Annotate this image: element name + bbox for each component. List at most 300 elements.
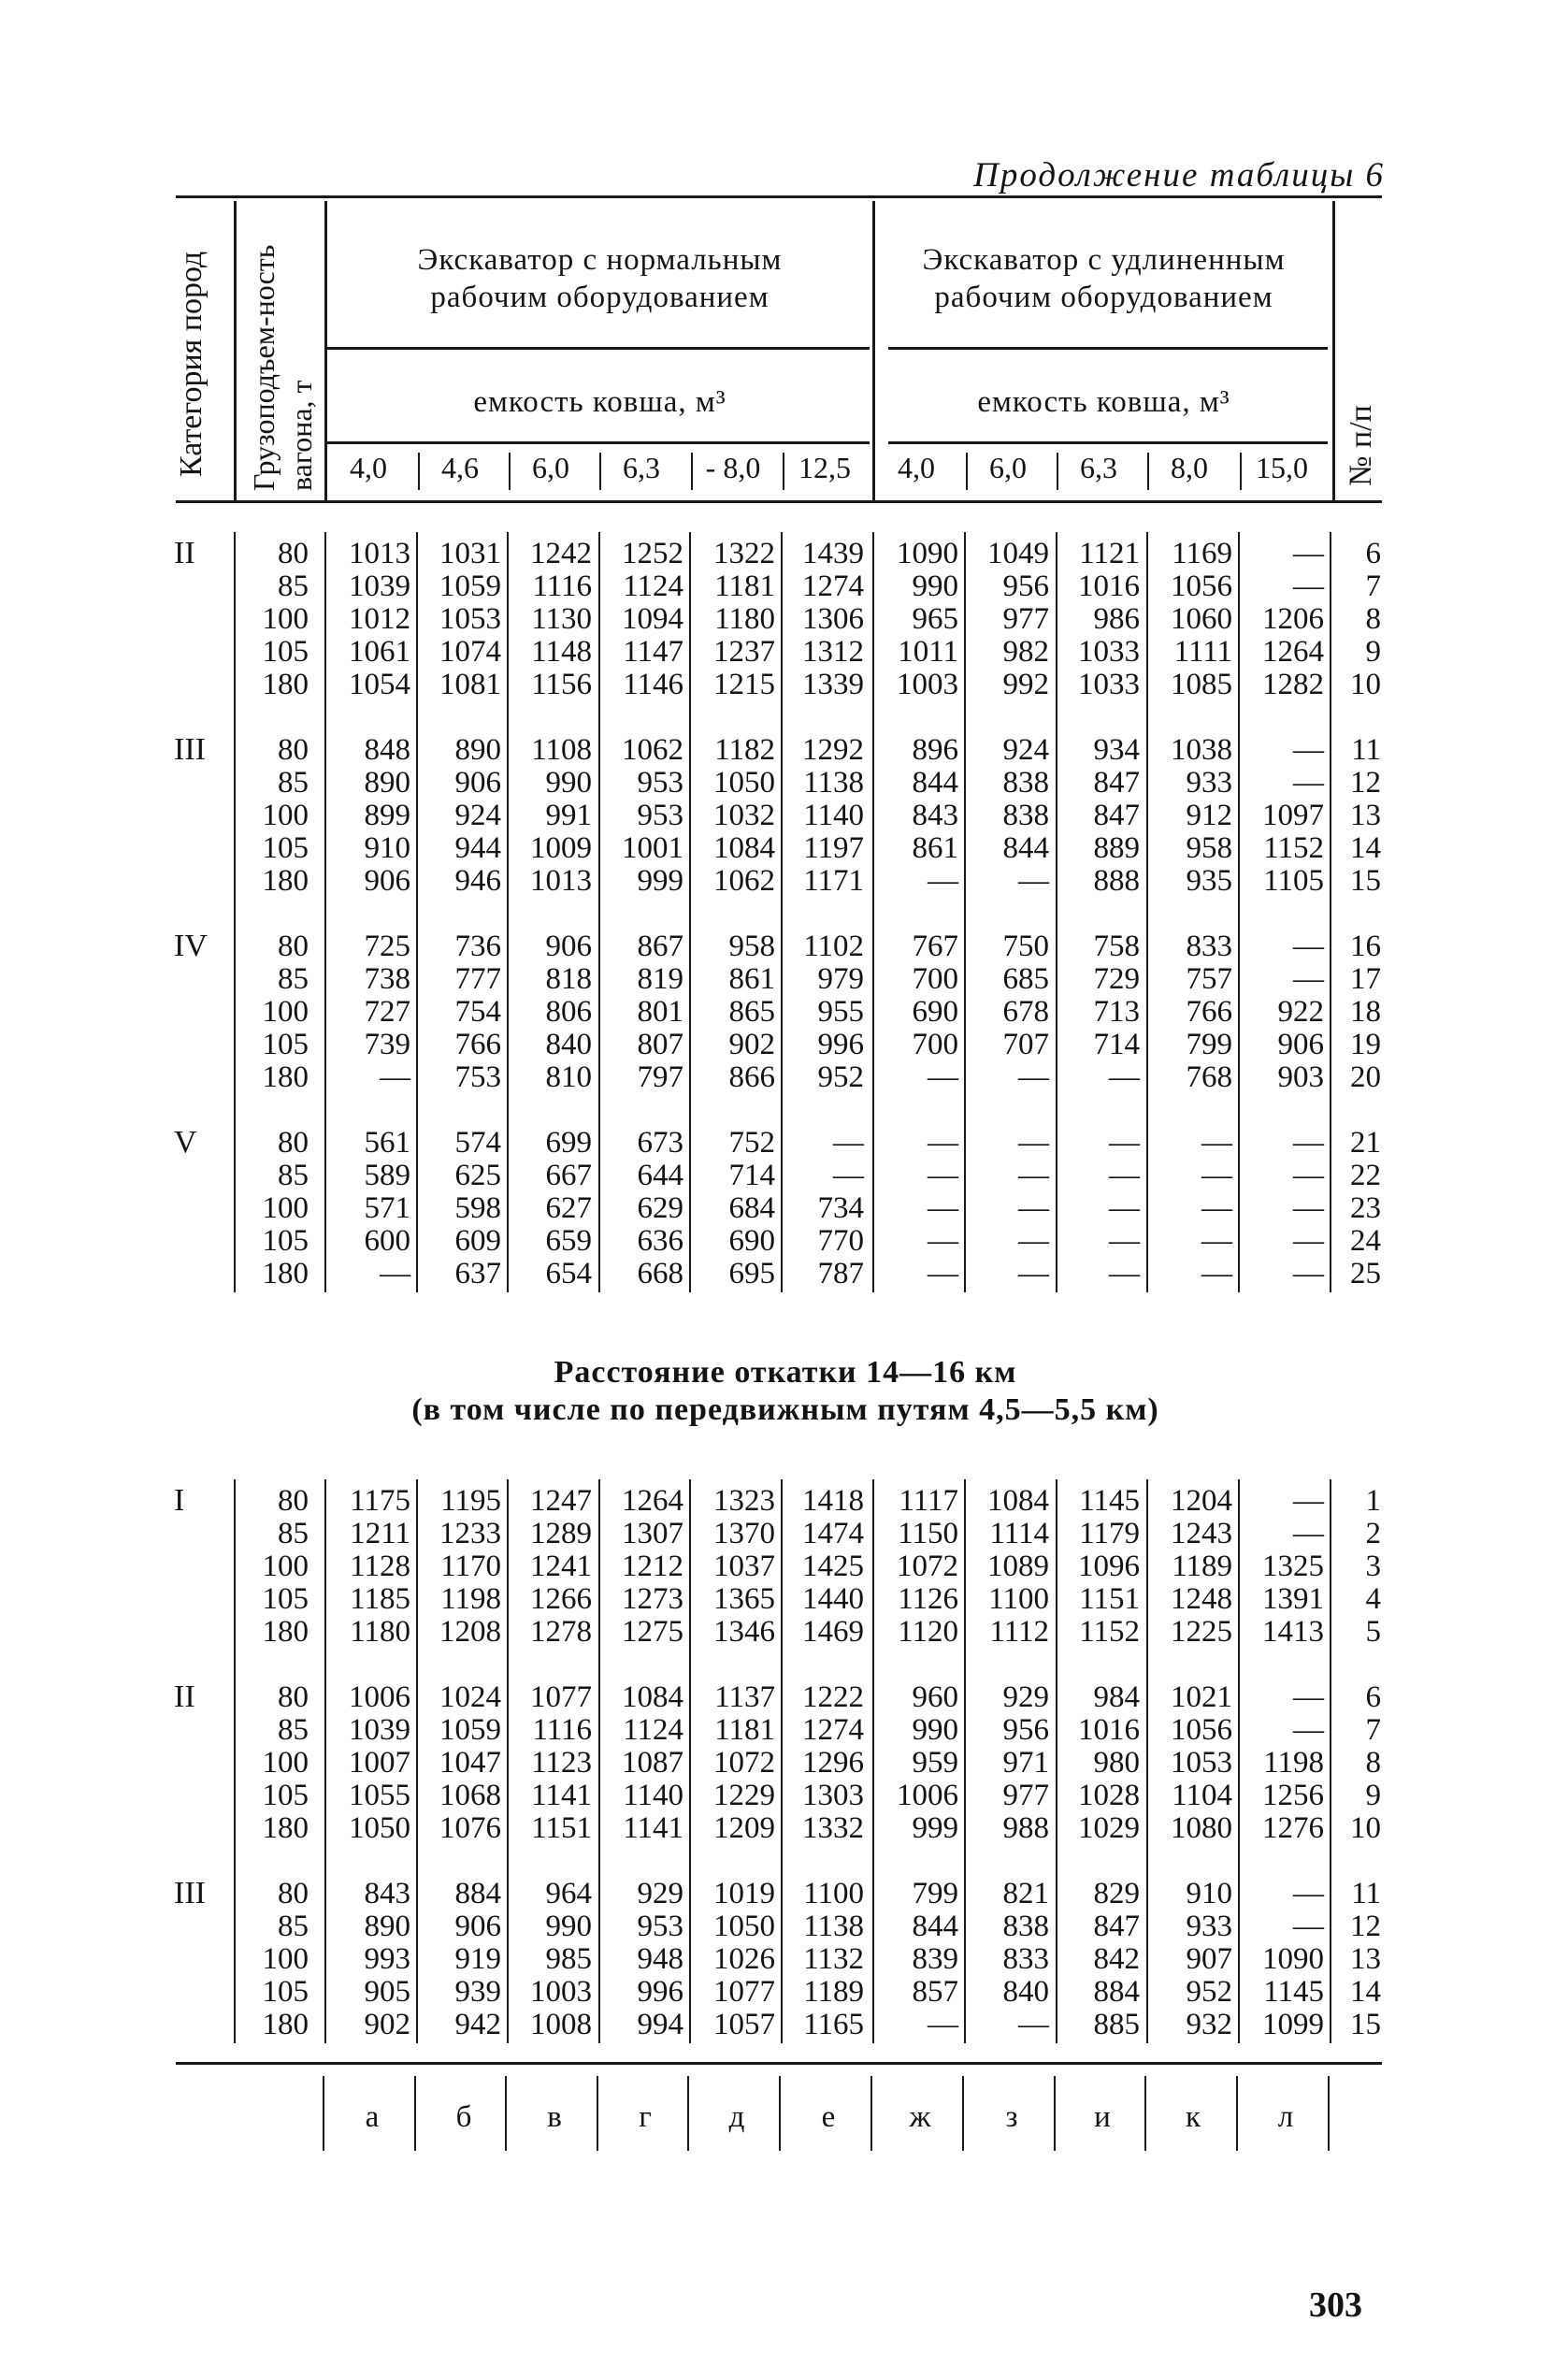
row-number-cell: 1 bbox=[1365, 1484, 1381, 1518]
value-cell: 1028 bbox=[1078, 1779, 1140, 1812]
bucket-label-extended: емкость ковша, м³ bbox=[977, 385, 1230, 419]
wagon-capacity-cell: 180 bbox=[262, 1811, 309, 1845]
value-cell: 959 bbox=[912, 1746, 958, 1780]
value-cell: 1032 bbox=[713, 799, 775, 832]
table-row bbox=[0, 1518, 1568, 1550]
value-cell: 844 bbox=[912, 766, 958, 800]
value-cell: 654 bbox=[545, 1257, 592, 1290]
value-cell: — bbox=[1293, 1517, 1324, 1550]
value-cell: 1130 bbox=[531, 602, 592, 636]
value-cell: 1084 bbox=[987, 1484, 1049, 1518]
value-cell: 713 bbox=[1093, 995, 1140, 1029]
value-cell: 1185 bbox=[350, 1582, 410, 1616]
row-number-cell: 24 bbox=[1350, 1224, 1381, 1258]
row-number-cell: 11 bbox=[1351, 1877, 1381, 1910]
value-cell: 1105 bbox=[1263, 864, 1324, 898]
wagon-capacity-cell: 80 bbox=[278, 537, 309, 570]
wagon-capacity-cell: 85 bbox=[278, 962, 309, 996]
value-cell: 1165 bbox=[803, 2008, 864, 2041]
value-cell: 1102 bbox=[803, 930, 864, 963]
value-cell: 1068 bbox=[439, 1779, 501, 1812]
value-cell: 994 bbox=[637, 2008, 683, 2041]
value-cell: 1282 bbox=[1262, 668, 1324, 701]
page-number: 303 bbox=[1309, 2285, 1362, 2325]
value-cell: 1117 bbox=[899, 1484, 958, 1518]
value-cell: 1306 bbox=[802, 602, 864, 636]
table-continuation-caption: Продолжение таблицы 6 bbox=[973, 156, 1385, 195]
value-cell: 1059 bbox=[439, 1713, 501, 1747]
table-row bbox=[0, 1485, 1568, 1518]
value-cell: 1072 bbox=[713, 1746, 775, 1780]
value-cell: 1111 bbox=[1173, 635, 1232, 669]
value-cell: 980 bbox=[1093, 1746, 1140, 1780]
value-cell: 734 bbox=[817, 1191, 864, 1225]
value-cell: 1170 bbox=[440, 1550, 501, 1583]
value-cell: 668 bbox=[637, 1257, 683, 1290]
value-cell: 888 bbox=[1093, 864, 1140, 898]
value-cell: 988 bbox=[1002, 1811, 1049, 1845]
row-number-cell: 4 bbox=[1365, 1582, 1381, 1616]
row-number-cell: 6 bbox=[1365, 1680, 1381, 1714]
value-cell: 986 bbox=[1093, 602, 1140, 636]
value-cell: 1151 bbox=[531, 1811, 592, 1845]
value-cell: — bbox=[1293, 1159, 1324, 1192]
group-title-normal-line1: Экскаватор с нормальным bbox=[417, 243, 783, 277]
value-cell: 960 bbox=[912, 1680, 958, 1714]
value-cell: 924 bbox=[1002, 733, 1049, 767]
value-cell: 1138 bbox=[803, 766, 864, 800]
row-number-cell: 8 bbox=[1365, 602, 1381, 636]
value-cell: 1003 bbox=[530, 1975, 592, 2009]
value-cell: — bbox=[1293, 1484, 1324, 1518]
column-letter: ж bbox=[909, 2100, 931, 2134]
value-cell: 1141 bbox=[623, 1811, 683, 1845]
value-cell: 958 bbox=[1186, 831, 1232, 865]
value-cell: 1124 bbox=[623, 569, 683, 603]
value-cell: 1003 bbox=[897, 668, 958, 701]
value-cell: 818 bbox=[545, 962, 592, 996]
wagon-capacity-cell: 80 bbox=[278, 733, 309, 767]
table-row bbox=[0, 1029, 1568, 1061]
value-cell: 1252 bbox=[622, 537, 683, 570]
header-number-label: № п/п bbox=[1344, 405, 1378, 486]
value-cell: 644 bbox=[637, 1159, 683, 1192]
value-cell: — bbox=[1201, 1257, 1232, 1290]
value-cell: 821 bbox=[1002, 1877, 1049, 1910]
table-row bbox=[0, 996, 1568, 1029]
value-cell: 884 bbox=[1093, 1975, 1140, 2009]
value-cell: 1084 bbox=[622, 1680, 683, 1714]
row-number-cell: 13 bbox=[1350, 799, 1381, 832]
value-cell: 1094 bbox=[622, 602, 683, 636]
value-cell: — bbox=[380, 1257, 410, 1290]
value-cell: 996 bbox=[637, 1975, 683, 2009]
wagon-capacity-cell: 80 bbox=[278, 1126, 309, 1160]
value-cell: — bbox=[1109, 1257, 1140, 1290]
value-cell: 806 bbox=[545, 995, 592, 1029]
value-cell: 1077 bbox=[530, 1680, 592, 1714]
value-cell: 952 bbox=[817, 1060, 864, 1094]
value-cell: 1060 bbox=[1171, 602, 1232, 636]
row-number-cell: 9 bbox=[1365, 635, 1381, 669]
value-cell: 924 bbox=[454, 799, 501, 832]
value-cell: 890 bbox=[364, 1910, 410, 1943]
value-cell: 1312 bbox=[802, 635, 864, 669]
table-row bbox=[0, 603, 1568, 636]
letter-divider bbox=[323, 2076, 324, 2151]
value-cell: 1124 bbox=[623, 1713, 683, 1747]
value-cell: 1084 bbox=[713, 831, 775, 865]
rock-category-label: V bbox=[174, 1125, 197, 1160]
value-cell: 1090 bbox=[1262, 1942, 1324, 1976]
value-cell: 885 bbox=[1093, 2008, 1140, 2041]
value-cell: 1049 bbox=[987, 537, 1049, 570]
bucket-capacity-label: 4,6 bbox=[441, 451, 479, 484]
value-cell: 953 bbox=[637, 766, 683, 800]
value-cell: 1076 bbox=[439, 1811, 501, 1845]
value-cell: 1037 bbox=[713, 1550, 775, 1583]
value-cell: 1425 bbox=[802, 1550, 864, 1583]
group-title-extended-line2: рабочим оборудованием bbox=[934, 281, 1273, 314]
table-row bbox=[0, 570, 1568, 603]
wagon-capacity-cell: 80 bbox=[278, 1680, 309, 1714]
value-cell: 1307 bbox=[622, 1517, 683, 1550]
wagon-capacity-cell: 85 bbox=[278, 1517, 309, 1550]
table-row bbox=[0, 1160, 1568, 1192]
rock-category-label: II bbox=[174, 1679, 195, 1714]
value-cell: 939 bbox=[454, 1975, 501, 2009]
value-cell: 1206 bbox=[1262, 602, 1324, 636]
value-cell: 1148 bbox=[531, 635, 592, 669]
value-cell: — bbox=[1109, 1159, 1140, 1192]
value-cell: 1141 bbox=[531, 1779, 592, 1812]
value-cell: 1204 bbox=[1171, 1484, 1232, 1518]
wagon-capacity-cell: 80 bbox=[278, 930, 309, 963]
bucket-capacity-label: 8,0 bbox=[1171, 451, 1208, 484]
table-row bbox=[0, 734, 1568, 767]
row-number-cell: 15 bbox=[1350, 2008, 1381, 2041]
value-cell: — bbox=[1109, 1191, 1140, 1225]
value-cell: 714 bbox=[1093, 1028, 1140, 1061]
value-cell: 1208 bbox=[439, 1615, 501, 1649]
value-cell: 1100 bbox=[988, 1582, 1049, 1616]
value-cell: 1152 bbox=[1079, 1615, 1140, 1649]
value-cell: 1061 bbox=[349, 635, 410, 669]
value-cell: 890 bbox=[454, 733, 501, 767]
value-cell: 598 bbox=[454, 1191, 501, 1225]
column-letter: л bbox=[1277, 2100, 1294, 2134]
row-number-cell: 12 bbox=[1350, 1910, 1381, 1943]
letter-divider bbox=[687, 2076, 689, 2151]
value-cell: 819 bbox=[637, 962, 683, 996]
value-cell: 1195 bbox=[440, 1484, 501, 1518]
value-cell: — bbox=[1201, 1159, 1232, 1192]
row-number-cell: 21 bbox=[1350, 1126, 1381, 1160]
value-cell: — bbox=[1201, 1224, 1232, 1258]
value-cell: 1016 bbox=[1078, 1713, 1140, 1747]
letter-divider bbox=[779, 2076, 781, 2151]
header-capacity-rule-right bbox=[888, 441, 1328, 444]
value-cell: 678 bbox=[1002, 995, 1049, 1029]
value-cell: 1089 bbox=[987, 1550, 1049, 1583]
value-cell: 1072 bbox=[897, 1550, 958, 1583]
row-number-cell: 7 bbox=[1365, 1713, 1381, 1747]
value-cell: 1096 bbox=[1078, 1550, 1140, 1583]
value-cell: 738 bbox=[364, 962, 410, 996]
value-cell: 866 bbox=[728, 1060, 775, 1094]
row-number-cell: 11 bbox=[1351, 733, 1381, 767]
value-cell: 1215 bbox=[713, 668, 775, 701]
value-cell: 1087 bbox=[622, 1746, 683, 1780]
column-letter: г bbox=[639, 2100, 652, 2134]
value-cell: 629 bbox=[637, 1191, 683, 1225]
value-cell: 700 bbox=[912, 1028, 958, 1061]
table-top-rule bbox=[176, 195, 1382, 198]
wagon-capacity-cell: 180 bbox=[262, 668, 309, 701]
value-cell: 673 bbox=[637, 1126, 683, 1160]
value-cell: 1062 bbox=[622, 733, 683, 767]
value-cell: 1140 bbox=[803, 799, 864, 832]
value-cell: 1008 bbox=[530, 2008, 592, 2041]
value-cell: 1229 bbox=[713, 1779, 775, 1812]
value-cell: 685 bbox=[1002, 962, 1049, 996]
value-cell: — bbox=[1018, 1159, 1049, 1192]
value-cell: 1181 bbox=[714, 569, 775, 603]
wagon-capacity-cell: 105 bbox=[262, 1582, 309, 1616]
table-row bbox=[0, 1258, 1568, 1290]
value-cell: 956 bbox=[1002, 1713, 1049, 1747]
value-cell: 946 bbox=[454, 864, 501, 898]
value-cell: — bbox=[1293, 766, 1324, 800]
value-cell: — bbox=[1018, 1126, 1049, 1160]
value-cell: 1137 bbox=[714, 1680, 775, 1714]
value-cell: 838 bbox=[1002, 766, 1049, 800]
value-cell: 1019 bbox=[713, 1877, 775, 1910]
value-cell: 867 bbox=[637, 930, 683, 963]
row-number-cell: 25 bbox=[1350, 1257, 1381, 1290]
header-capacity-rule-left bbox=[327, 441, 870, 444]
value-cell: 838 bbox=[1002, 799, 1049, 832]
value-cell: 861 bbox=[728, 962, 775, 996]
value-cell: 1266 bbox=[530, 1582, 592, 1616]
value-cell: 1116 bbox=[532, 1713, 592, 1747]
group-title-normal bbox=[327, 241, 872, 316]
value-cell: — bbox=[1293, 1713, 1324, 1747]
value-cell: 1440 bbox=[802, 1582, 864, 1616]
wagon-capacity-cell: 105 bbox=[262, 831, 309, 865]
letter-divider bbox=[1236, 2076, 1238, 2151]
table-row bbox=[0, 930, 1568, 963]
header-divider-number bbox=[1332, 201, 1335, 500]
header-group-rule-left bbox=[327, 347, 870, 350]
value-cell: 690 bbox=[912, 995, 958, 1029]
table-row bbox=[0, 1910, 1568, 1943]
value-cell: 1278 bbox=[530, 1615, 592, 1649]
row-number-cell: 19 bbox=[1350, 1028, 1381, 1061]
table-row bbox=[0, 832, 1568, 865]
row-number-cell: 15 bbox=[1350, 864, 1381, 898]
value-cell: 1152 bbox=[1263, 831, 1324, 865]
value-cell: 844 bbox=[1002, 831, 1049, 865]
value-cell: 1276 bbox=[1262, 1811, 1324, 1845]
value-cell: 1198 bbox=[1263, 1746, 1324, 1780]
value-cell: 1121 bbox=[1079, 537, 1140, 570]
value-cell: 699 bbox=[545, 1126, 592, 1160]
value-cell: 1339 bbox=[802, 668, 864, 701]
group-title-extended-line1: Экскаватор с удлиненным bbox=[922, 243, 1286, 277]
value-cell: 884 bbox=[454, 1877, 501, 1910]
value-cell: 1012 bbox=[349, 602, 410, 636]
table-row bbox=[0, 865, 1568, 898]
table-row bbox=[0, 1061, 1568, 1094]
table-row bbox=[0, 1714, 1568, 1747]
capacity-separator bbox=[599, 453, 601, 490]
value-cell: 857 bbox=[912, 1975, 958, 2009]
value-cell: 1001 bbox=[622, 831, 683, 865]
value-cell: 625 bbox=[454, 1159, 501, 1192]
wagon-capacity-cell: 180 bbox=[262, 1257, 309, 1290]
value-cell: 1097 bbox=[1262, 799, 1324, 832]
value-cell: 840 bbox=[1002, 1975, 1049, 2009]
value-cell: 1211 bbox=[350, 1517, 410, 1550]
value-cell: 905 bbox=[364, 1975, 410, 2009]
wagon-capacity-cell: 80 bbox=[278, 1484, 309, 1518]
value-cell: 750 bbox=[1002, 930, 1049, 963]
column-letter: е bbox=[821, 2100, 836, 2134]
value-cell: 1264 bbox=[1262, 635, 1324, 669]
value-cell: — bbox=[928, 1224, 958, 1258]
value-cell: 729 bbox=[1093, 962, 1140, 996]
value-cell: 801 bbox=[637, 995, 683, 1029]
value-cell: 1047 bbox=[439, 1746, 501, 1780]
value-cell: 1332 bbox=[802, 1811, 864, 1845]
value-cell: 561 bbox=[364, 1126, 410, 1160]
wagon-capacity-cell: 100 bbox=[262, 1942, 309, 1976]
value-cell: 1031 bbox=[439, 537, 501, 570]
wagon-capacity-cell: 180 bbox=[262, 1060, 309, 1094]
value-cell: 1274 bbox=[802, 1713, 864, 1747]
column-letter: к bbox=[1185, 2100, 1201, 2134]
wagon-capacity-cell: 105 bbox=[262, 635, 309, 669]
value-cell: 1212 bbox=[622, 1550, 683, 1583]
value-cell: 770 bbox=[817, 1224, 864, 1258]
table-row bbox=[0, 1583, 1568, 1616]
value-cell: 971 bbox=[1002, 1746, 1049, 1780]
value-cell: — bbox=[1293, 733, 1324, 767]
value-cell: 799 bbox=[1186, 1028, 1232, 1061]
row-number-cell: 12 bbox=[1350, 766, 1381, 800]
value-cell: 1013 bbox=[530, 864, 592, 898]
value-cell: 990 bbox=[912, 1713, 958, 1747]
value-cell: — bbox=[1109, 1224, 1140, 1258]
value-cell: — bbox=[1018, 1224, 1049, 1258]
header-group-rule-right bbox=[888, 347, 1328, 350]
value-cell: — bbox=[1018, 1060, 1049, 1094]
value-cell: 574 bbox=[454, 1126, 501, 1160]
value-cell: 965 bbox=[912, 602, 958, 636]
table-row bbox=[0, 767, 1568, 800]
value-cell: 1006 bbox=[897, 1779, 958, 1812]
value-cell: — bbox=[928, 2008, 958, 2041]
value-cell: 1273 bbox=[622, 1582, 683, 1616]
rock-category-label: II bbox=[174, 536, 195, 570]
value-cell: 903 bbox=[1277, 1060, 1324, 1094]
row-number-cell: 16 bbox=[1350, 930, 1381, 963]
value-cell: 1138 bbox=[803, 1910, 864, 1943]
value-cell: 1029 bbox=[1078, 1811, 1140, 1845]
value-cell: 1140 bbox=[623, 1779, 683, 1812]
value-cell: 922 bbox=[1277, 995, 1324, 1029]
row-number-cell: 10 bbox=[1350, 668, 1381, 701]
value-cell: — bbox=[1293, 1680, 1324, 1714]
value-cell: 1080 bbox=[1171, 1811, 1232, 1845]
bucket-capacity-label: 12,5 bbox=[798, 451, 851, 484]
value-cell: 1026 bbox=[713, 1942, 775, 1976]
value-cell: 1325 bbox=[1262, 1550, 1324, 1583]
value-cell: 955 bbox=[817, 995, 864, 1029]
value-cell: 890 bbox=[364, 766, 410, 800]
value-cell: 899 bbox=[364, 799, 410, 832]
value-cell: — bbox=[928, 1126, 958, 1160]
value-cell: 1237 bbox=[713, 635, 775, 669]
value-cell: 1090 bbox=[897, 537, 958, 570]
value-cell: 944 bbox=[454, 831, 501, 865]
value-cell: 1059 bbox=[439, 569, 501, 603]
table-row bbox=[0, 1943, 1568, 1976]
value-cell: 1189 bbox=[1172, 1550, 1232, 1583]
table-row bbox=[0, 1127, 1568, 1160]
value-cell: 1189 bbox=[803, 1975, 864, 2009]
value-cell: 1292 bbox=[802, 733, 864, 767]
value-cell: — bbox=[1293, 962, 1324, 996]
value-cell: 767 bbox=[912, 930, 958, 963]
table-row bbox=[0, 1747, 1568, 1780]
table-row bbox=[0, 2009, 1568, 2041]
value-cell: 932 bbox=[1186, 2008, 1232, 2041]
value-cell: 1024 bbox=[439, 1680, 501, 1714]
letter-divider bbox=[597, 2076, 598, 2151]
value-cell: 906 bbox=[1277, 1028, 1324, 1061]
wagon-capacity-cell: 105 bbox=[262, 1975, 309, 2009]
value-cell: — bbox=[928, 1257, 958, 1290]
value-cell: 1116 bbox=[532, 569, 592, 603]
value-cell: 1256 bbox=[1262, 1779, 1324, 1812]
rock-category-label: IV bbox=[174, 929, 208, 963]
value-cell: 833 bbox=[1002, 1942, 1049, 1976]
value-cell: 810 bbox=[545, 1060, 592, 1094]
section-title-line2: (в том числе по передвижным путям 4,5—5,5 км) bbox=[411, 1392, 1159, 1427]
wagon-capacity-cell: 100 bbox=[262, 1746, 309, 1780]
value-cell: 996 bbox=[817, 1028, 864, 1061]
value-cell: 1169 bbox=[1172, 537, 1232, 570]
value-cell: 659 bbox=[545, 1224, 592, 1258]
wagon-capacity-cell: 85 bbox=[278, 569, 309, 603]
capacity-separator bbox=[691, 453, 693, 490]
header-divider-category bbox=[234, 201, 237, 500]
value-cell: 1370 bbox=[713, 1517, 775, 1550]
value-cell: 1056 bbox=[1171, 569, 1232, 603]
value-cell: 1039 bbox=[349, 1713, 410, 1747]
value-cell: — bbox=[1293, 930, 1324, 963]
table-row bbox=[0, 1192, 1568, 1225]
capacity-separator bbox=[1147, 453, 1149, 490]
value-cell: 1147 bbox=[623, 635, 683, 669]
row-number-cell: 20 bbox=[1350, 1060, 1381, 1094]
capacity-separator bbox=[418, 453, 420, 490]
value-cell: 991 bbox=[545, 799, 592, 832]
value-cell: 1241 bbox=[530, 1550, 592, 1583]
value-cell: 833 bbox=[1186, 930, 1232, 963]
